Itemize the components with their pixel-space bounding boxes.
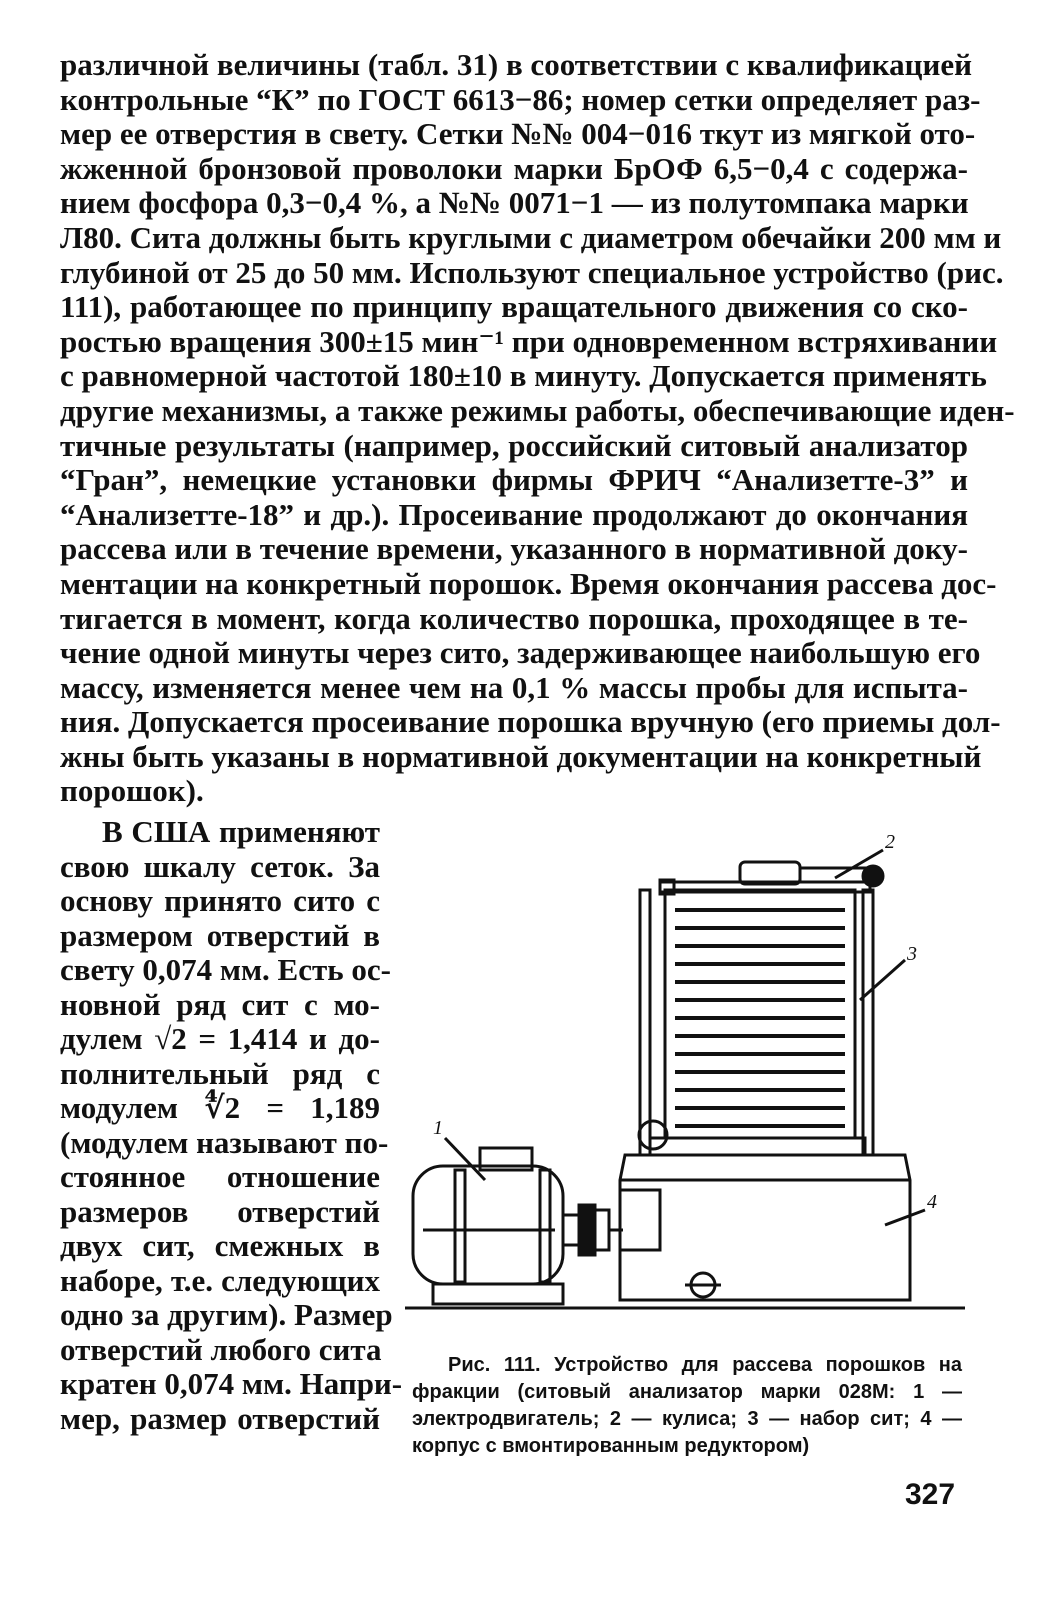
- text-line: глубиной от 25 до 50 мм. Используют специальное устройство (рис.: [60, 254, 1004, 290]
- text-line: мер ее отверстия в свету. Сетки №№ 004−016 ткут из мягкой ото-: [60, 116, 976, 152]
- text-line: массу, изменяется менее чем на 0,1 % массы пробы для испыта-: [60, 669, 968, 705]
- text-line: контрольные “К” по ГОСТ 6613−86; номер сетки определяет раз-: [60, 81, 981, 117]
- figure-label-2: 2: [885, 831, 895, 853]
- caption-line: корпус с вмонтированным редуктором): [412, 1435, 810, 1457]
- text-line: другие механизмы, а также режимы работы, обеспечивающие иден-: [60, 392, 1015, 428]
- side-text-line: отверстий любого сита: [60, 1331, 382, 1367]
- sieve-analyzer-figure: [405, 830, 965, 1350]
- text-line: “Гран”, немецкие установки фирмы ФРИЧ “Анализетте-3” и: [60, 462, 968, 498]
- text-line: 111), работающее по принципу вращательного движения со ско-: [60, 289, 968, 325]
- figure-caption: [412, 1352, 962, 1460]
- side-text-line: одно за другим). Размер: [60, 1297, 393, 1332]
- side-text-line: основу принято сито с: [60, 883, 380, 918]
- side-text-line: размеров отверстий: [60, 1193, 380, 1229]
- caption-line: фракции (ситовый анализатор марки 028М: 1 —: [412, 1381, 962, 1403]
- side-text-line: модулем ∜2 = 1,189: [60, 1090, 380, 1125]
- side-text-line: кратен 0,074 мм. Напри-: [60, 1366, 403, 1401]
- side-text-line: новной ряд сит с мо-: [60, 986, 380, 1022]
- text-line: рассева или в течение времени, указанного в нормативной доку-: [60, 531, 968, 567]
- figure-label-3: 3: [907, 943, 917, 965]
- caption-line: Рис. 111. Устройство для рассева порошков на: [448, 1354, 962, 1376]
- figure-label-4: 4: [927, 1191, 937, 1213]
- page-number: 327: [905, 1478, 956, 1511]
- text-line: тигается в момент, когда количество порошка, проходящее в те-: [60, 600, 968, 636]
- text-line: порошок).: [60, 773, 204, 809]
- text-line: ментации на конкретный порошок. Время окончания рассева дос-: [60, 565, 997, 601]
- side-text-line: свету 0,074 мм. Есть ос-: [60, 952, 391, 987]
- side-text-line: двух сит, смежных в: [60, 1228, 380, 1263]
- side-paragraph: [60, 814, 403, 1436]
- text-line: ния. Допускается просеивание порошка вручную (его приемы дол-: [60, 704, 1001, 740]
- side-text-line: полнительный ряд с: [60, 1055, 380, 1091]
- text-line: чение одной минуты через сито, задерживающее наибольшую его: [60, 635, 981, 671]
- side-text-line: мер, размер отверстий: [60, 1400, 380, 1436]
- side-text-line: свою шкалу сеток. За: [60, 848, 380, 884]
- text-line: различной величины (табл. 31) в соответствии с квалификацией: [60, 47, 973, 82]
- text-line: жны быть указаны в нормативной документации на конкретный: [60, 738, 982, 774]
- side-text-line: В США применяют: [102, 814, 380, 849]
- side-text-line: (модулем называют по-: [60, 1124, 389, 1160]
- text-line: нием фосфора 0,3−0,4 %, а №№ 0071−1 — из полутомпака марки: [60, 185, 969, 221]
- text-line: с равномерной частотой 180±10 в минуту. Допускается применять: [60, 358, 987, 394]
- text-line: ростью вращения 300±15 мин⁻¹ при одновременном встряхивании: [60, 323, 998, 359]
- main-paragraph: [60, 47, 1015, 809]
- side-text-line: наборе, т.е. следующих: [60, 1262, 380, 1298]
- gearbox-housing: [620, 1155, 910, 1300]
- figure-label-1: 1: [433, 1117, 443, 1139]
- side-text-line: дулем √2 = 1,414 и до-: [60, 1021, 380, 1056]
- side-text-line: стоянное отношение: [60, 1159, 380, 1194]
- text-line: жженной бронзовой проволоки марки БрОФ 6,5−0,4 с содержа-: [60, 150, 968, 186]
- caption-line: электродвигатель; 2 — кулиса; 3 — набор сит; 4 —: [412, 1408, 962, 1430]
- text-line: тичные результаты (например, российский ситовый анализатор: [60, 427, 968, 463]
- text-line: Л80. Сита должны быть круглыми с диаметром обечайки 200 мм и: [60, 219, 1002, 255]
- side-text-line: размером отверстий в: [60, 917, 380, 953]
- text-line: “Анализетте-18” и др.). Просеивание продолжают до окончания: [60, 496, 968, 532]
